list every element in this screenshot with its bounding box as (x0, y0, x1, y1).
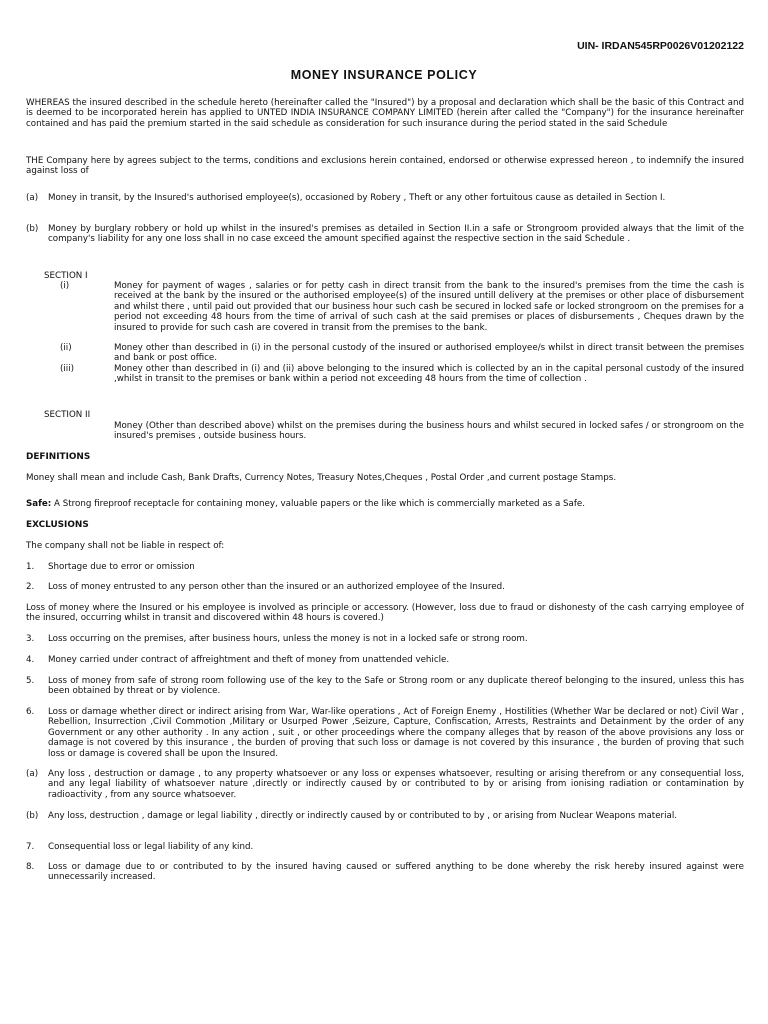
exclusion-marker: 1. (26, 562, 35, 572)
exclusion-2-note: Loss of money where the Insured or his employee is involved as principle or accessory. (However, loss due to fraud or dishonesty of the cash carrying employee of the insured, occurring whilst in transit and discovered within 48 hours is covered.) (26, 603, 744, 624)
preamble-paragraph: WHEREAS the insured described in the schedule hereto (hereinafter called the "Insured") by a proposal and declaration which shall be the basic of this Contract and is deemed to be incorporated herein has applied to UNTED INDIA INSURANCE COMPANY LIMITED (herein after called the "Company") for the insurance hereinafter contained and has paid the premium started in the said schedule as consideration for such insurance during the period stated in the said Schedule (26, 98, 744, 129)
exclusion-item-1 (26, 562, 744, 572)
safe-definition-text: A Strong fireproof receptacle for containing money, valuable papers or the like which is commercially marketed as a Safe. (54, 499, 586, 509)
section-1-clause-ii (26, 343, 744, 364)
uin-number: UIN- IRDAN545RP0026V01202122 (577, 40, 744, 52)
exclusion-item-a (26, 769, 744, 800)
exclusion-marker: 4. (26, 655, 35, 665)
exclusion-text: Any loss, destruction , damage or legal liability , directly or indirectly caused by or contributed to by , or arising from Nuclear Weapons material. (48, 811, 678, 821)
exclusion-marker: (a) (26, 769, 39, 779)
exclusion-item-8 (26, 862, 744, 883)
cover-item-b (26, 224, 744, 245)
cover-item-marker: (a) (26, 193, 39, 203)
exclusion-marker: 2. (26, 582, 35, 592)
section-2-heading: SECTION II (44, 410, 91, 420)
cover-item-marker: (b) (26, 224, 39, 234)
exclusion-marker: (b) (26, 811, 39, 821)
exclusion-text: Loss of money entrusted to any person other than the insured or an authorized employee of the Insured. (48, 582, 505, 592)
clause-marker: (ii) (60, 343, 72, 353)
clause-text: Money (Other than described above) whilst on the premises during the business hours and whilst secured in locked safes / or strongroom on the insured's premises , outside business hours. (114, 421, 744, 442)
section-2-text (26, 421, 744, 442)
exclusion-item-5 (26, 676, 744, 697)
clause-text: Money for payment of wages , salaries or for petty cash in direct transit from the bank to the insured's premises from the time the cash is received at the bank by the insured or the authorised employee(s) of the insured untill delivery at the premises or other place of disbursement and whilst there , until paid out provided that our business hour such cash be secured in locked safe or locked strongroom on the premises for a period not exceeding 48 hours from the time of arrival of such cash at the said premises or places of disbursements , Cheques drawn by the insured to provide for such cash are covered in transit from the premises to the bank. (114, 281, 744, 333)
exclusion-item-6 (26, 707, 744, 759)
definitions-heading: DEFINITIONS (26, 452, 91, 462)
exclusion-marker: 8. (26, 862, 35, 872)
exclusion-text: Loss or damage due to or contributed to by the insured having caused or suffered anything to be done whereby the risk hereby insured against were unnecessarily increased. (48, 862, 744, 883)
exclusion-text: Money carried under contract of affreightment and theft of money from unattended vehicle. (48, 655, 450, 665)
section-1-clause-i (26, 281, 744, 333)
exclusion-marker: 7. (26, 842, 35, 852)
clause-marker: (i) (60, 281, 70, 291)
section-1-clause-iii (26, 364, 744, 385)
exclusion-text: Loss of money from safe of strong room following use of the key to the Safe or Strong room or any duplicate thereof belonging to the insured, unless this has been obtained by threat or by violence. (48, 676, 744, 697)
clause-text: Money other than described in (i) and (ii) above belonging to the insured which is collected by an in the capital personal custody of the insured ,whilst in transit to the premises or bank within a period not exceeding 48 hours from the time of collection . (114, 364, 744, 385)
exclusion-marker: 5. (26, 676, 35, 686)
exclusion-item-b (26, 811, 744, 821)
exclusions-heading: EXCLUSIONS (26, 520, 89, 530)
exclusion-marker: 3. (26, 634, 35, 644)
clause-text: Money other than described in (i) in the personal custody of the insured or authorised employee/s whilst in direct transit between the premises and bank or post office. (114, 343, 744, 364)
cover-item-text: Money by burglary robbery or hold up whilst in the insured's premises as detailed in Section II.in a safe or Strongroom provided always that the limit of the company's liability for any one loss shall in no case exceed the amount specified against the respective section in the said Schedule . (48, 224, 744, 245)
safe-definition (26, 499, 744, 509)
exclusion-text: Loss or damage whether direct or indirect arising from War, War-like operations , Act of Foreign Enemy , Hostilities (Whether War be declared or not) Civil War , Rebellion, Insurrection ,Civil Commotion ,Military or Usurped Power ,Seizure, Capture, Confiscation, Arrests, Restraints and Detainment by the order of any Government or any other authority . In any action , suit , or other proceedings where the company alleges that by reason of the above provisions any loss or damage is not covered by this insurance , the burden of proving that such loss or damage is not covered by this insurance , the burden of proving that such loss or damage is covered shall be upon the Insured. (48, 707, 744, 759)
exclusion-item-2 (26, 582, 744, 592)
exclusions-intro: The company shall not be liable in respect of: (26, 541, 225, 551)
section-1-heading: SECTION I (44, 271, 88, 281)
exclusion-text: Loss occurring on the premises, after business hours, unless the money is not in a locked safe or strong room. (48, 634, 528, 644)
clause-marker: (iii) (60, 364, 75, 374)
document-title: MONEY INSURANCE POLICY (290, 68, 478, 82)
exclusion-item-7 (26, 842, 744, 852)
exclusion-item-3 (26, 634, 744, 644)
money-definition: Money shall mean and include Cash, Bank Drafts, Currency Notes, Treasury Notes,Cheques , Postal Order ,and current postage Stamps. (26, 473, 617, 483)
exclusion-text: Any loss , destruction or damage , to any property whatsoever or any loss or expenses whatsoever, resulting or arising therefrom or any consequential loss, and any legal liability of whatsoever nature ,directly or indirectly caused by or contributed to by or arising from ionising radiation or contamination by radioactivity , from any source whatsoever. (48, 769, 744, 800)
agreement-paragraph: THE Company here by agrees subject to the terms, conditions and exclusions herein contained, endorsed or otherwise expressed hereon , to indemnify the insured against loss of (26, 156, 744, 177)
exclusion-item-4 (26, 655, 744, 665)
exclusion-text: Consequential loss or legal liability of any kind. (48, 842, 254, 852)
cover-item-a (26, 193, 744, 203)
safe-term: Safe: (26, 499, 52, 509)
cover-item-text: Money in transit, by the Insured's authorised employee(s), occasioned by Robery , Theft or any other fortuitous cause as detailed in Section I. (48, 193, 666, 203)
exclusion-text: Shortage due to error or omission (48, 562, 195, 572)
exclusion-marker: 6. (26, 707, 35, 717)
